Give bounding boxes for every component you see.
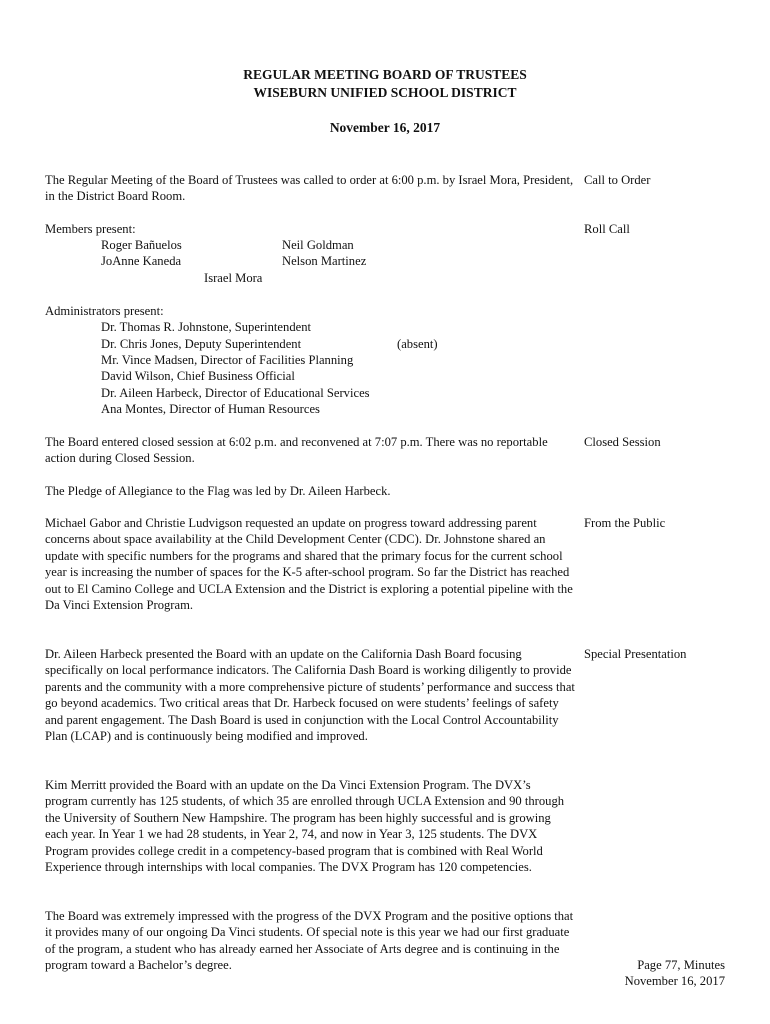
roll-call-label: Roll Call (584, 222, 630, 236)
absent-note: (absent) (397, 337, 438, 351)
member-name: JoAnne Kaneda (101, 254, 182, 268)
administrator-item: David Wilson, Chief Business Official (101, 369, 295, 383)
administrator-item: Ana Montes, Director of Human Resources (101, 402, 320, 416)
administrator-item: Dr. Aileen Harbeck, Director of Educational Services (101, 386, 370, 400)
district-name: WISEBURN UNIFIED SCHOOL DISTRICT (253, 85, 517, 100)
member-name: Neil Goldman (282, 238, 354, 252)
member-name: Israel Mora (204, 271, 263, 285)
administrators-heading: Administrators present: (45, 304, 164, 318)
footer-page-number: Page 77, Minutes (637, 958, 725, 972)
from-public-paragraph: Michael Gabor and Christie Ludvigson requested an update on progress toward addressing parent concerns about space availability at the Child Development Center (CDC). Dr. Johnstone shared an update with specific numbers for the programs and shared that the primary focus for the current school year is increasing the number of spaces for the K-5 after-school program. So far the District has reached out to El Camino College and UCLA Extension and the District is exploring a potential pipeline with the Da Vinci Extension Program. (45, 516, 573, 613)
closed-session-paragraph: The Board entered closed session at 6:02 p.m. and reconvened at 7:07 p.m. There was no reportable action during Closed Session. (45, 435, 548, 466)
member-name: Nelson Martinez (282, 254, 367, 268)
from-public-label: From the Public (584, 516, 666, 530)
dvx-update-paragraph: Kim Merritt provided the Board with an update on the Da Vinci Extension Program. The DVX’s program currently has 125 students, of which 35 are enrolled through UCLA Extension and 90 through the University of Southern New Hampshire. The program has been highly successful and is growing each year. In Year 1 we had 28 students, in Year 2, 74, and now in Year 3, 125 students. The DVX Program provides college credit in a competency-based program that is combined with Real World Experience through internships with local companies. The DVX Program has 120 competencies. (45, 778, 565, 875)
pledge-paragraph: The Pledge of Allegiance to the Flag was led by Dr. Aileen Harbeck. (45, 484, 391, 498)
board-impressed-paragraph: The Board was extremely impressed with the progress of the DVX Program and the positive options that it provides many of our ongoing Da Vinci students. Of special note is this year we had our first graduate of the program, a student who has already earned her Associate of Arts degree and is continuing in the program toward a Bachelor’s degree. (45, 909, 574, 973)
administrator-item: Mr. Vince Madsen, Director of Facilities Planning (101, 353, 354, 367)
closed-session-label: Closed Session (584, 435, 661, 449)
footer-date: November 16, 2017 (624, 974, 725, 988)
call-to-order-label: Call to Order (584, 173, 651, 187)
members-present-heading: Members present: (45, 222, 136, 236)
meeting-date: November 16, 2017 (329, 120, 441, 135)
document-title: REGULAR MEETING BOARD OF TRUSTEES (243, 67, 527, 82)
call-to-order-paragraph: The Regular Meeting of the Board of Trustees was called to order at 6:00 p.m. by Israel Mora, President, in the District Board Room. (45, 173, 574, 204)
member-name: Roger Bañuelos (101, 238, 182, 252)
administrator-item: Dr. Chris Jones, Deputy Superintendent (101, 337, 302, 351)
special-presentation-label: Special Presentation (584, 647, 687, 661)
special-presentation-paragraph: Dr. Aileen Harbeck presented the Board with an update on the California Dash Board focusing specifically on local performance indicators. The California Dash Board is working diligently to provide parents and the community with a more comprehensive picture of students’ performance and success that go beyond academics. Two critical areas that Dr. Harbeck focused on were students’ feelings of safety and parent engagement. The Dash Board is used in conjunction with the Local Control Accountability Plan (LCAP) and is continuously being modified and improved. (45, 647, 575, 744)
administrator-item: Dr. Thomas R. Johnstone, Superintendent (101, 320, 311, 334)
